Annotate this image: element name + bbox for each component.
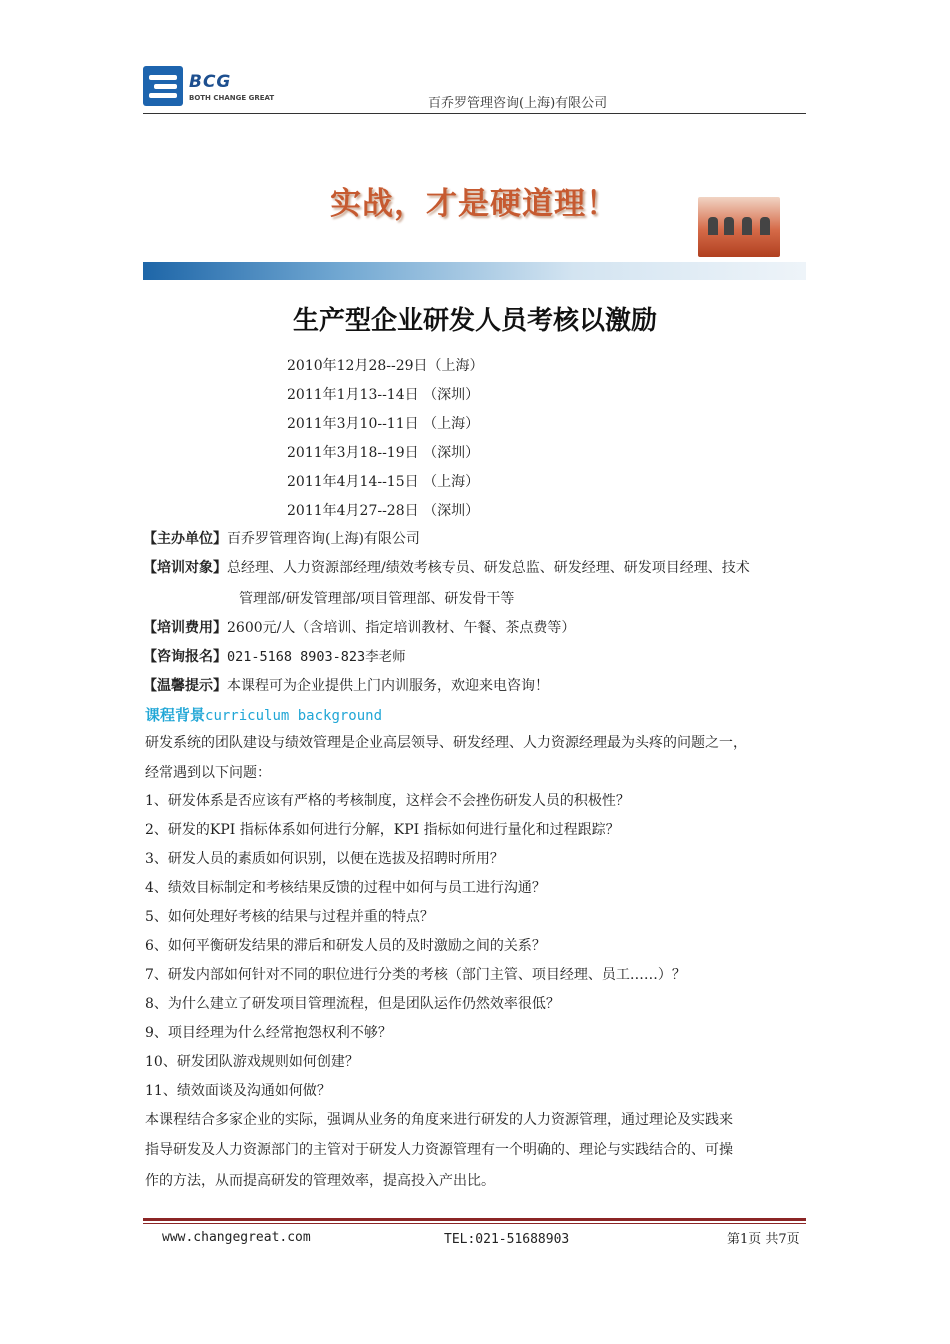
schedule-item: 2011年3月18--19日 （深圳） xyxy=(287,445,480,461)
question-item: 3、研发人员的素质如何识别，以便在选拔及招聘时所用？ xyxy=(145,851,504,867)
question-list xyxy=(145,787,686,1106)
logo-subtext: BOTH CHANGE GREAT xyxy=(189,94,275,102)
question-item: 9、项目经理为什么经常抱怨权利不够？ xyxy=(145,1025,392,1041)
organizer-row xyxy=(143,528,420,548)
section-title-background xyxy=(145,704,382,725)
fee-label: 【培训费用】 xyxy=(143,620,227,636)
audience-label: 【培训对象】 xyxy=(143,560,227,576)
question-item: 8、为什么建立了研发项目管理流程，但是团队运作仍然效率很低？ xyxy=(145,996,560,1012)
section-title-en: curriculum background xyxy=(205,708,383,724)
meeting-photo-icon xyxy=(698,197,780,257)
fee-value: 2600元/人（含培训、指定培训教材、午餐、茶点费等） xyxy=(227,620,576,636)
summary-line1: 本课程结合多家企业的实际，强调从业务的角度来进行研发的人力资源管理，通过理论及实践来 xyxy=(145,1112,733,1128)
intro-line1: 研发系统的团队建设与绩效管理是企业高层领导、研发经理、人力资源经理最为头疼的问题之一， xyxy=(145,735,747,751)
schedule-item: 2011年4月14--15日 （上海） xyxy=(287,474,480,490)
footer-rule-thin xyxy=(143,1223,806,1224)
footer-website[interactable]: www.changegreat.com xyxy=(162,1230,311,1245)
intro-line2: 经常遇到以下问题： xyxy=(145,765,271,781)
question-item: 6、如何平衡研发结果的滞后和研发人员的及时激励之间的关系？ xyxy=(145,938,546,954)
schedule-item: 2011年3月10--11日 （上海） xyxy=(287,416,480,432)
section-title-cn: 课程背景 xyxy=(145,706,206,724)
footer-tel: TEL:021-51688903 xyxy=(444,1232,570,1247)
tip-row xyxy=(143,675,549,695)
banner-bar xyxy=(143,262,806,280)
contact-label: 【咨询报名】 xyxy=(143,649,227,665)
audience-value-line2: 管理部/研发管理部/项目管理部、研发骨干等 xyxy=(239,591,515,607)
contact-row xyxy=(143,645,406,666)
audience-row xyxy=(143,557,750,577)
schedule-item: 2010年12月28--29日（上海） xyxy=(287,358,484,374)
organizer-value: 百乔罗管理咨询(上海)有限公司 xyxy=(227,531,420,547)
page-title: 生产型企业研发人员考核以激励 xyxy=(292,306,657,336)
question-item: 4、绩效目标制定和考核结果反馈的过程中如何与员工进行沟通？ xyxy=(145,880,546,896)
schedule-list xyxy=(287,352,484,526)
summary-line2: 指导研发及人力资源部门的主管对于研发人力资源管理有一个明确的、理论与实践结合的、可操 xyxy=(145,1142,733,1158)
fee-row xyxy=(143,617,575,637)
header-rule xyxy=(143,113,806,114)
logo-mark-icon xyxy=(143,66,183,106)
organizer-label: 【主办单位】 xyxy=(143,531,227,547)
header-company: 百乔罗管理咨询(上海)有限公司 xyxy=(428,96,608,111)
footer-page-number: 第1页 共7页 xyxy=(727,1232,800,1247)
tip-value: 本课程可为企业提供上门内训服务，欢迎来电咨询！ xyxy=(227,678,549,694)
banner-slogan: 实战，才是硬道理！ xyxy=(330,186,618,222)
logo-text: BCG xyxy=(189,72,232,92)
bcg-logo xyxy=(143,66,288,110)
audience-value-line1: 总经理、人力资源部经理/绩效考核专员、研发总监、研发经理、研发项目经理、技术 xyxy=(227,560,750,576)
question-item: 10、研发团队游戏规则如何创建？ xyxy=(145,1054,359,1070)
tip-label: 【温馨提示】 xyxy=(143,678,227,694)
question-item: 7、研发内部如何针对不同的职位进行分类的考核（部门主管、项目经理、员工……）？ xyxy=(145,967,686,983)
question-item: 11、绩效面谈及沟通如何做？ xyxy=(145,1083,331,1099)
summary-line3: 作的方法，从而提高研发的管理效率，提高投入产出比。 xyxy=(145,1173,495,1189)
footer-rule xyxy=(143,1218,806,1221)
question-item: 5、如何处理好考核的结果与过程并重的特点？ xyxy=(145,909,434,925)
contact-value: 021-5168 8903-823李老师 xyxy=(227,649,406,665)
schedule-item: 2011年4月27--28日 （深圳） xyxy=(287,503,480,519)
question-item: 2、研发的KPI 指标体系如何进行分解，KPI 指标如何进行量化和过程跟踪？ xyxy=(145,822,620,838)
schedule-item: 2011年1月13--14日 （深圳） xyxy=(287,387,480,403)
question-item: 1、研发体系是否应该有严格的考核制度，这样会不会挫伤研发人员的积极性？ xyxy=(145,793,630,809)
